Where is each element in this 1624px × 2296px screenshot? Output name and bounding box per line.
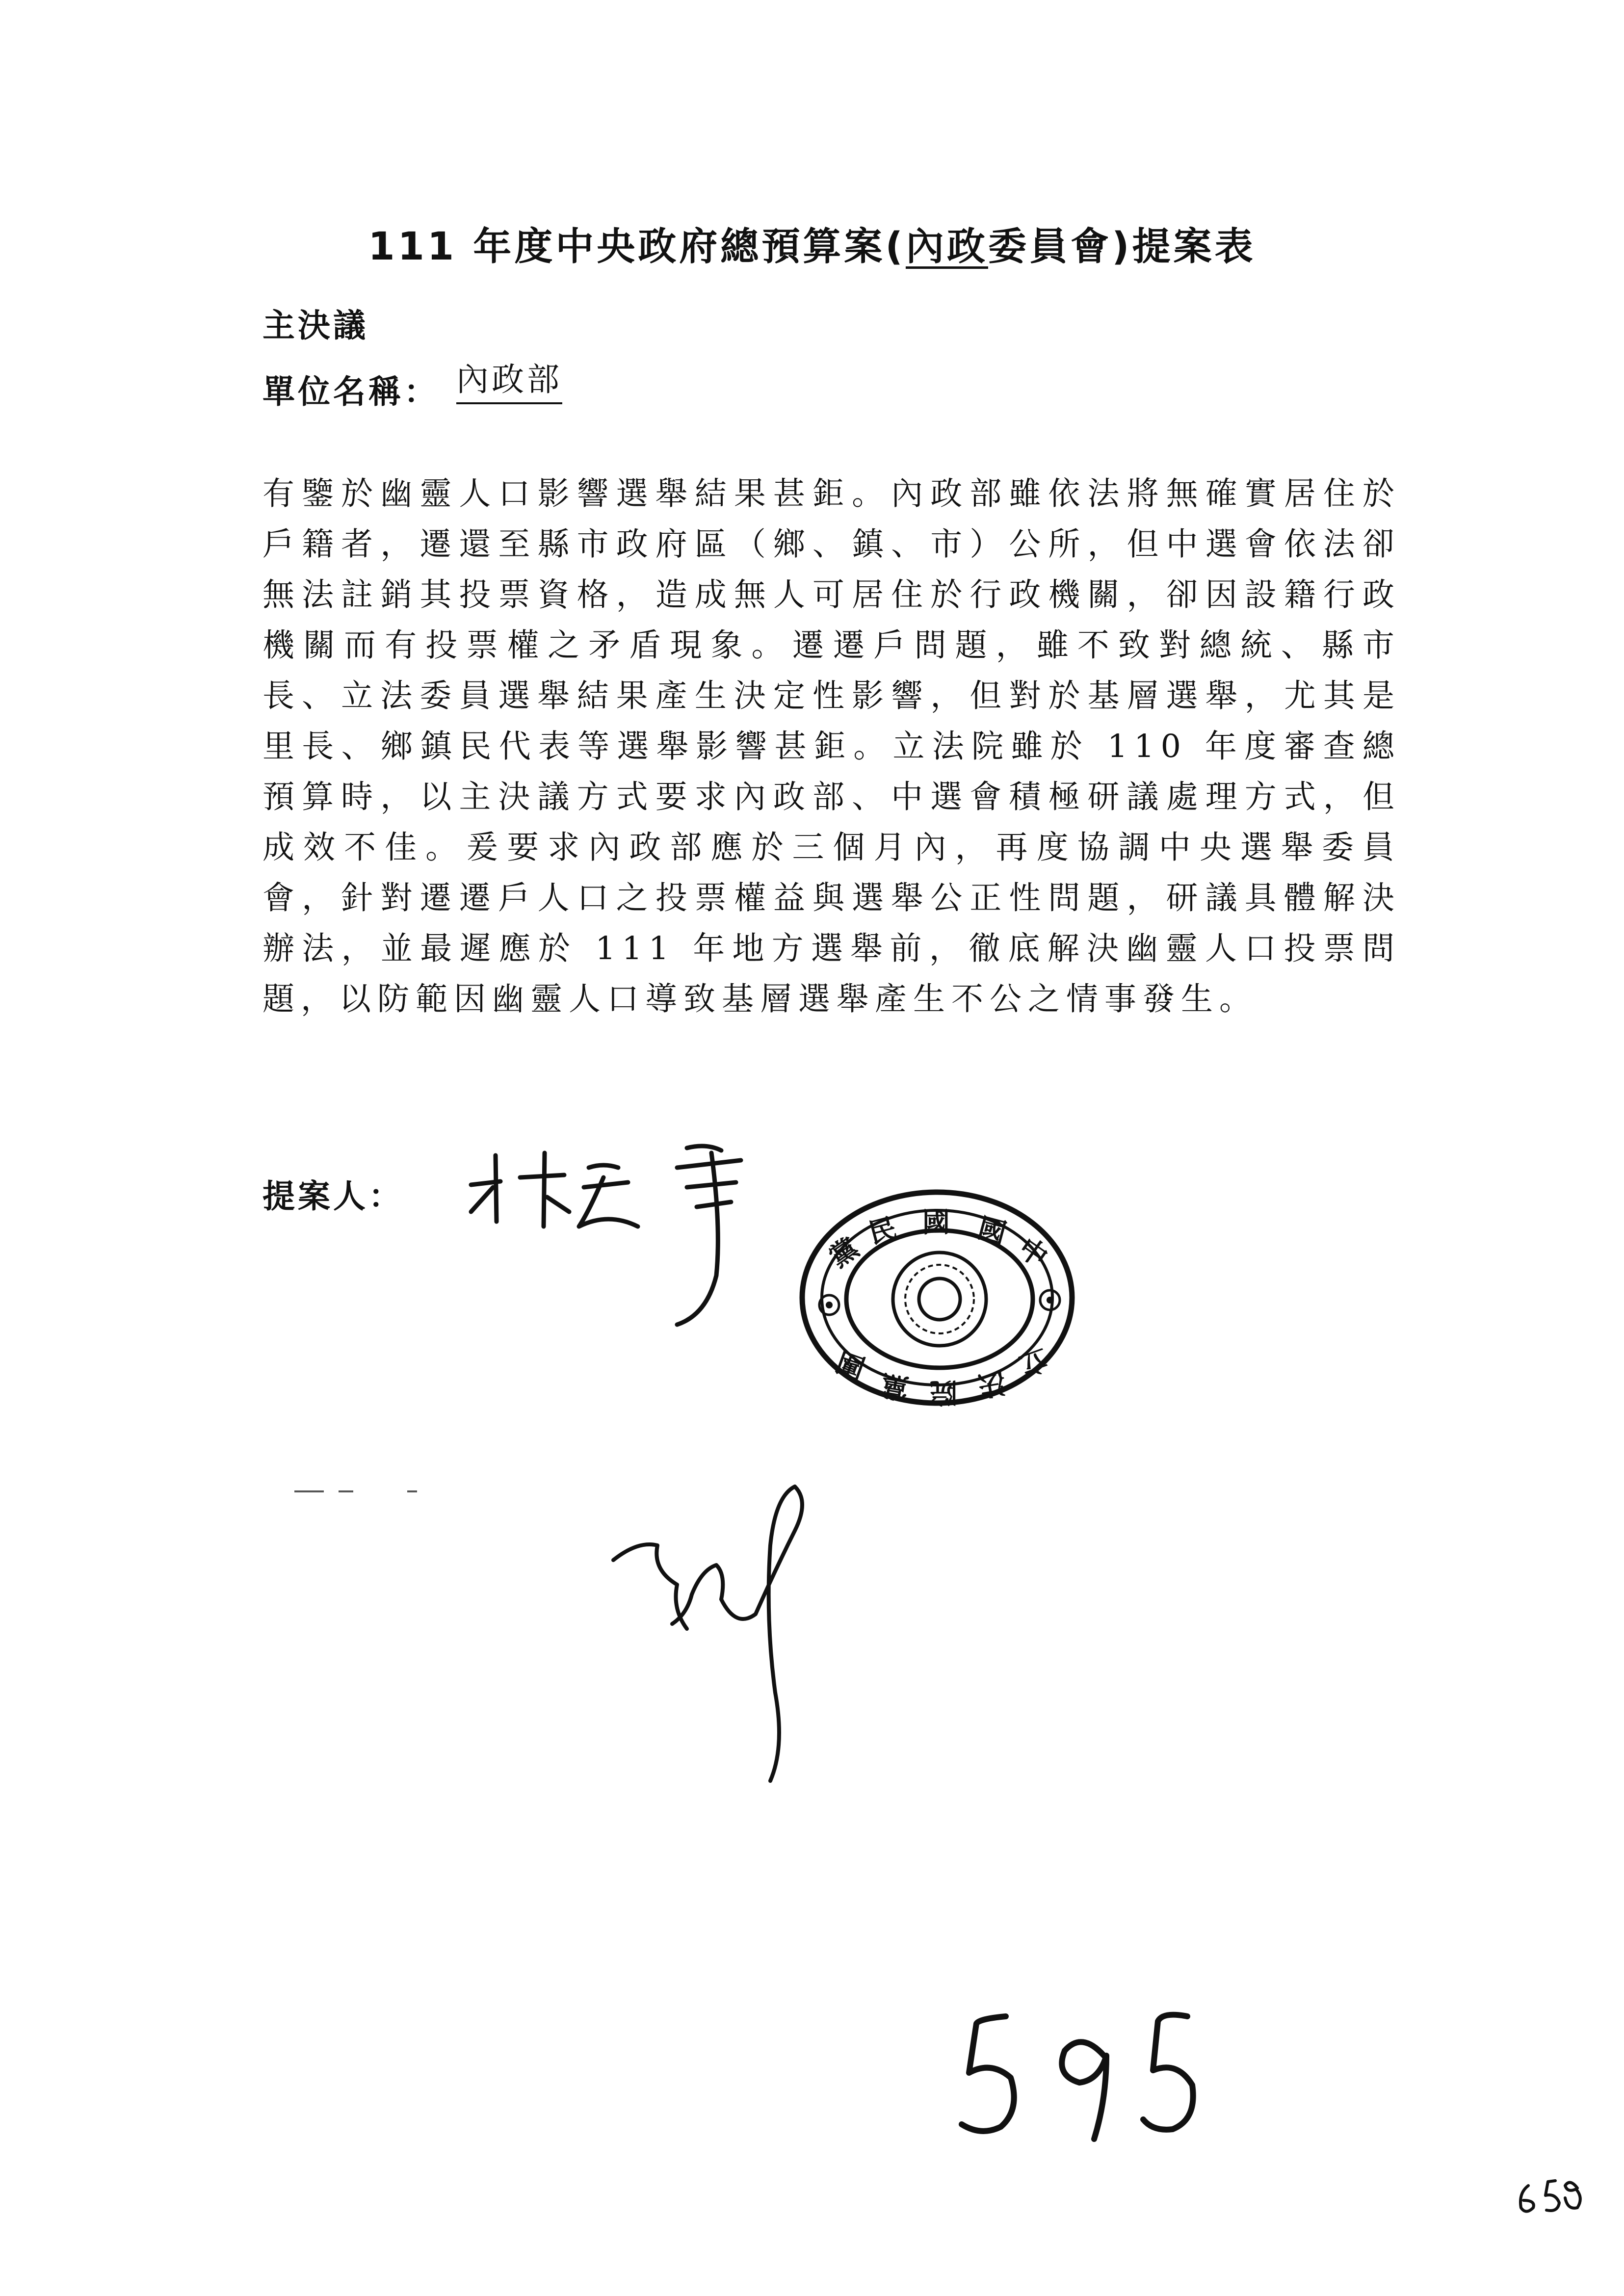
seal-char: 民 (865, 1211, 900, 1250)
party-seal (802, 1192, 1072, 1403)
seal-char: 立 (1015, 1342, 1052, 1382)
resolution-body: 有鑒於幽靈人口影響選舉結果甚鉅。內政部雖依法將無確實居住於戶籍者，遷還至縣市政府區（鄉、鎮、市）公所，但中選會依法卻無法註銷其投票資格，造成無人可居住於行政機關，卻因設籍行政機關而有投票權之矛盾現象。遷遷戶問題，雖不致對總統、縣市長、立法委員選舉結果產生決定性影響，但對於基層選舉，尤其是里長、鄉鎮民代表等選舉影響甚鉅。立法院雖於 110 年度審查總預算時，以主決議方式要求內政部、中選會積極研議處理方式，但成效不佳。爰要求內政部應於三個月內，再度協調中央選舉委員會，針對遷遷戶人口之投票權益與選舉公正性問題，研議具體解決辦法，並最遲應於 111 年地方選舉前，徹底解決幽靈人口投票問題，以防範因幽靈人口導致基層選舉產生不公之情事發生。 (262, 475, 1401, 1018)
unit-value: 內政部 (456, 362, 562, 404)
proposer-label: 提案人： (262, 1177, 404, 1215)
seal-char: 團 (832, 1344, 869, 1384)
seal-char: 法 (976, 1365, 1009, 1403)
proposer-signature (471, 1146, 741, 1325)
seal-char: 院 (930, 1376, 957, 1409)
corner-number (1520, 2181, 1580, 2212)
seal-char: 中 (1012, 1231, 1054, 1274)
unit-label: 單位名稱： (262, 373, 439, 411)
title-committee: 內政 (905, 225, 988, 269)
seal-char: 國 (922, 1206, 950, 1239)
section-label: 主決議 (262, 307, 368, 344)
seal-char: 黨 (878, 1368, 911, 1405)
handwritten-page-number (962, 2015, 1193, 2139)
title-suffix: 委員會)提案表 (988, 225, 1256, 269)
second-signature (613, 1487, 802, 1781)
seal-char: 國 (974, 1211, 1010, 1250)
seal-char: 黨 (823, 1231, 865, 1274)
title-prefix: 111 年度中央政府總預算案( (368, 225, 906, 269)
